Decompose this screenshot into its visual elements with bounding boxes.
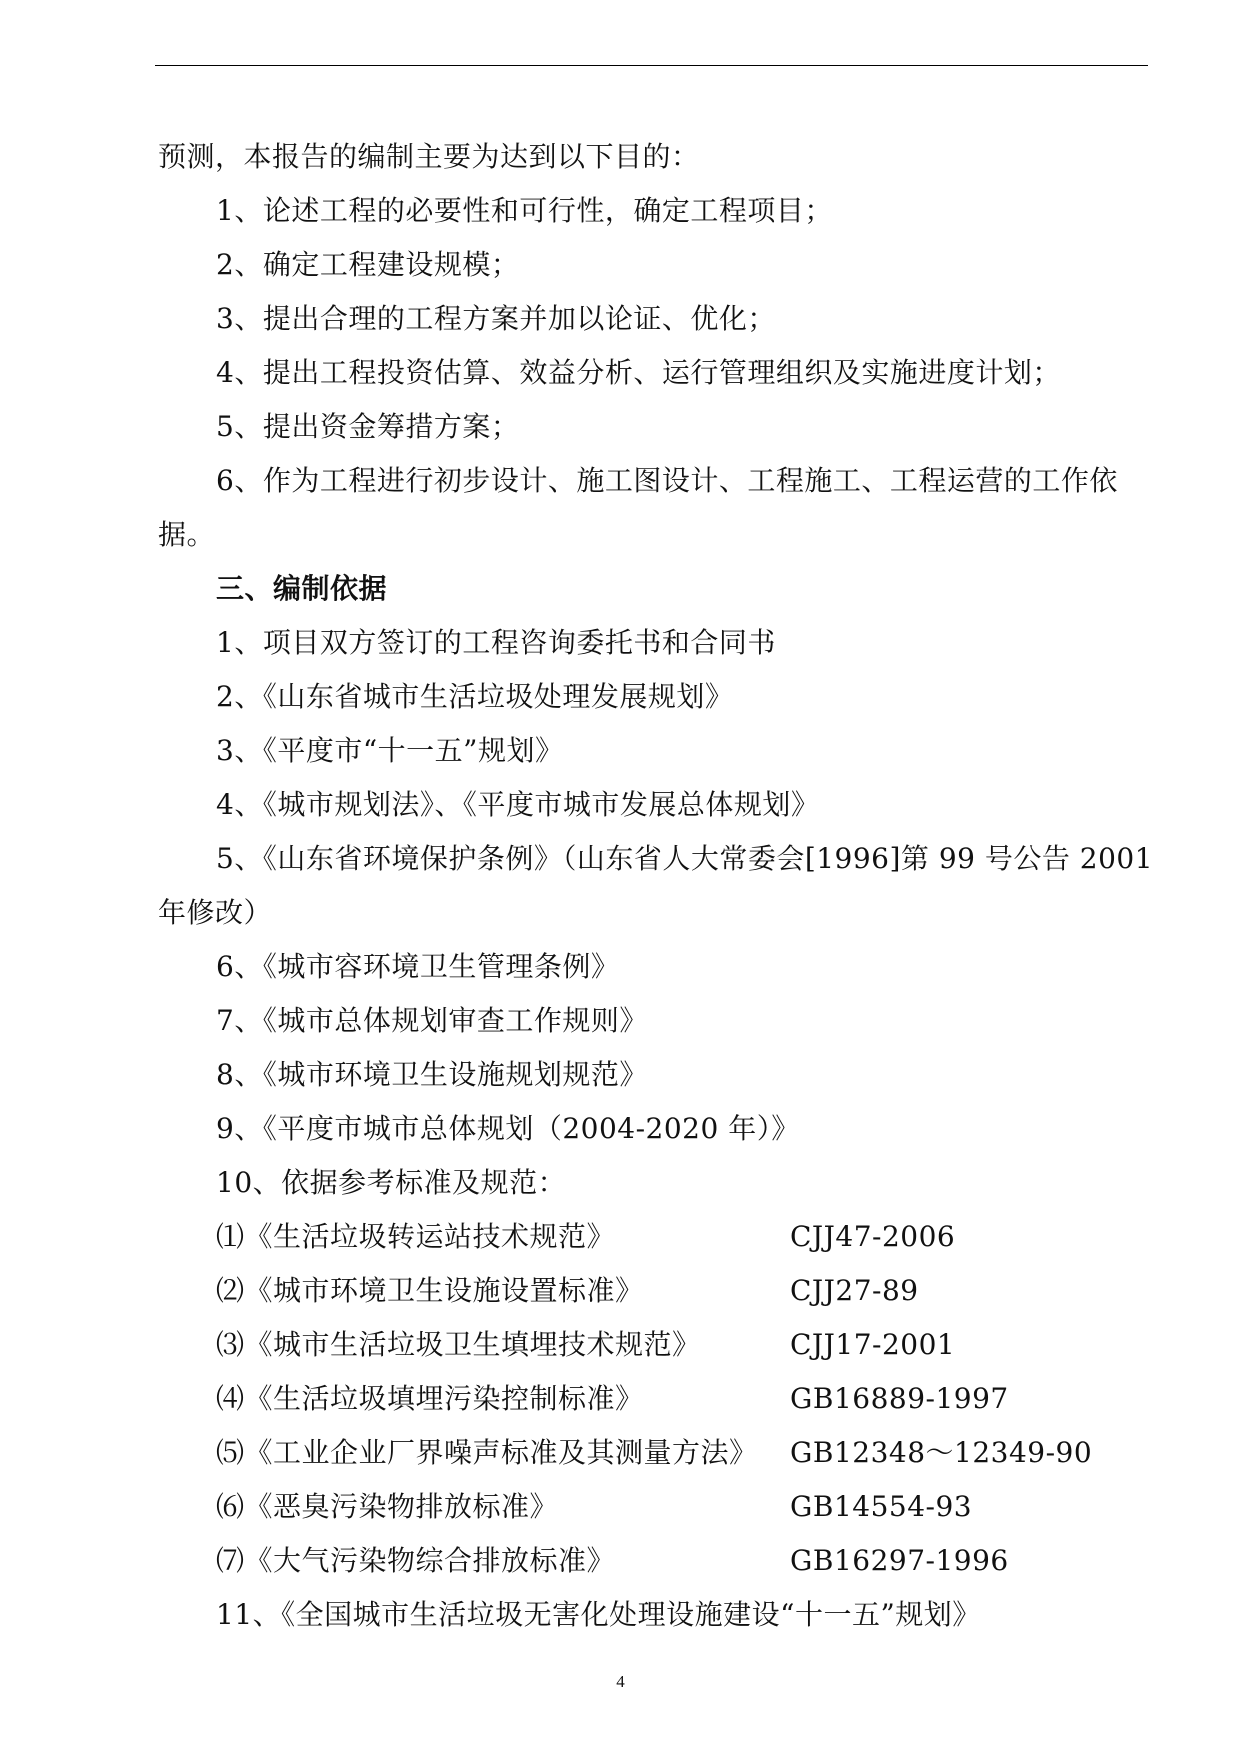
basis-item: 5、《山东省环境保护条例》（山东省人大常委会[1996]第 99 号公告 2001: [216, 842, 1154, 875]
standard-row: [158, 1426, 1148, 1480]
standard-name: ⑵《城市环境卫生设施设置标准》: [216, 1274, 644, 1307]
standard-name: ⑸《工业企业厂界噪声标准及其测量方法》: [216, 1436, 758, 1469]
basis-item: 2、《山东省城市生活垃圾处理发展规划》: [216, 680, 734, 713]
section-heading: 三、编制依据: [216, 572, 388, 605]
basis-item-continuation: 年修改）: [158, 896, 273, 929]
purpose-item: 5、提出资金筹措方案；: [216, 410, 520, 443]
purpose-item: 4、提出工程投资估算、效益分析、运行管理组织及实施进度计划；: [216, 356, 1061, 389]
basis-item: 1、项目双方签订的工程咨询委托书和合同书: [216, 626, 776, 659]
basis-item: 8、《城市环境卫生设施规划规范》: [216, 1058, 648, 1091]
standard-code: GB12348～12349-90: [790, 1436, 1093, 1469]
standard-row: [158, 1318, 1148, 1372]
purpose-item: 2、确定工程建设规模；: [216, 248, 520, 281]
page-number: 4: [616, 1672, 625, 1691]
purpose-item-continuation: 据。: [158, 518, 216, 551]
standard-name: ⑶《城市生活垃圾卫生填埋技术规范》: [216, 1328, 701, 1361]
standard-code: CJJ47-2006: [790, 1220, 956, 1253]
standard-code: CJJ27-89: [790, 1274, 919, 1307]
basis-item: 9、《平度市城市总体规划（2004-2020 年）》: [216, 1112, 800, 1145]
basis-item: 4、《城市规划法》、《平度市城市发展总体规划》: [216, 788, 820, 821]
standard-row: [158, 1210, 1148, 1264]
standard-name: ⑺《大气污染物综合排放标准》: [216, 1544, 616, 1577]
standard-row: [158, 1480, 1148, 1534]
basis-item: 6、《城市容环境卫生管理条例》: [216, 950, 620, 983]
purpose-item: 1、论述工程的必要性和可行性，确定工程项目；: [216, 194, 833, 227]
basis-item: 3、《平度市“十一五”规划》: [216, 734, 564, 767]
basis-item: 10、依据参考标准及规范：: [216, 1166, 567, 1199]
purpose-item: 6、作为工程进行初步设计、施工图设计、工程施工、工程运营的工作依: [216, 464, 1118, 497]
page-body: [158, 130, 1154, 1642]
standard-row: [158, 1264, 1148, 1318]
standard-code: GB14554-93: [790, 1490, 973, 1523]
standard-row: [158, 1534, 1148, 1588]
standard-row: [158, 1372, 1148, 1426]
purpose-item: 3、提出合理的工程方案并加以论证、优化；: [216, 302, 776, 335]
standard-code: GB16889-1997: [790, 1382, 1009, 1415]
basis-item: 7、《城市总体规划审查工作规则》: [216, 1004, 648, 1037]
standard-name: ⑹《恶臭污染物排放标准》: [216, 1490, 559, 1523]
standard-code: CJJ17-2001: [790, 1328, 956, 1361]
standard-name: ⑷《生活垃圾填埋污染控制标准》: [216, 1382, 644, 1415]
standard-name: ⑴《生活垃圾转运站技术规范》: [216, 1220, 616, 1253]
intro-paragraph: 预测，本报告的编制主要为达到以下目的：: [158, 140, 700, 173]
header-rule: [155, 65, 1148, 66]
standard-code: GB16297-1996: [790, 1544, 1009, 1577]
basis-item: 11、《全国城市生活垃圾无害化处理设施建设“十一五”规划》: [216, 1598, 981, 1631]
